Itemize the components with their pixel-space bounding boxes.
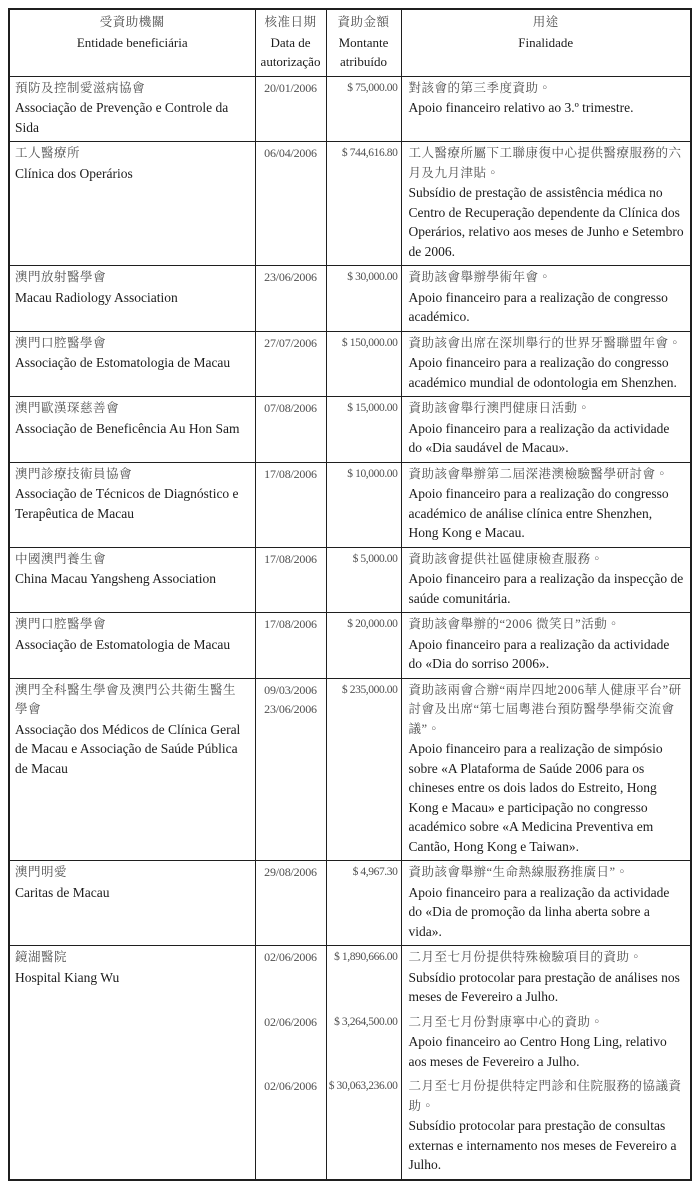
subsidy-amount: $ 744,616.80 bbox=[341, 147, 398, 159]
purpose-zh: 資助該會舉辦“生命熱線服務推廣日”。 bbox=[408, 865, 629, 879]
purpose-pt: Apoio financeiro para a realização do congresso académico de análise clínica entre Shenzhen, Hong Kong e Macau. bbox=[408, 486, 669, 540]
entity-cell bbox=[9, 861, 255, 946]
purpose-pt: Apoio financeiro para a realização da inspecção de saúde comunitária. bbox=[408, 571, 684, 606]
entity-name-zh: 預防及控制愛滋病協會 bbox=[15, 80, 146, 95]
approval-date: 17/08/2006 bbox=[264, 617, 317, 631]
purpose-zh: 工人醫療所屬下工聯康復中心提供醫療服務的六月及九月津貼。 bbox=[408, 146, 682, 180]
table-row bbox=[9, 547, 691, 613]
table-row bbox=[9, 331, 691, 397]
approval-date-cell bbox=[255, 946, 326, 1011]
purpose-cell bbox=[401, 613, 691, 679]
purpose-cell bbox=[401, 142, 691, 266]
approval-date-cell bbox=[255, 678, 326, 861]
purpose-zh: 二月至七月份提供特殊檢驗項目的資助。 bbox=[408, 950, 643, 964]
approval-date-cell bbox=[255, 76, 326, 142]
entity-name-pt: Associação de Estomatologia de Macau bbox=[15, 355, 231, 370]
entity-cell bbox=[9, 331, 255, 397]
purpose-zh: 資助該兩會合辦“兩岸四地2006華人健康平台”研討會及出席“第七屆粵港台預防醫學學術交流會議”。 bbox=[408, 682, 682, 736]
table-row bbox=[9, 946, 691, 1011]
entity-cell bbox=[9, 266, 255, 332]
purpose-pt: Apoio financeiro para a realização da actividade do «Dia saudável de Macau». bbox=[408, 420, 670, 455]
subsidy-amount: $ 1,890,666.00 bbox=[334, 951, 398, 963]
entity-name-pt: Associação de Técnicos de Diagnóstico e Terapêutica de Macau bbox=[15, 486, 239, 521]
header-approval-date bbox=[255, 9, 326, 76]
entity-name-pt: Associação de Estomatologia de Macau bbox=[15, 636, 231, 652]
entity-name-zh: 澳門歐漢琛慈善會 bbox=[15, 401, 120, 415]
approval-date: 29/08/2006 bbox=[264, 865, 317, 879]
amount-cell bbox=[326, 142, 401, 266]
purpose-cell bbox=[401, 1075, 691, 1180]
table-row bbox=[9, 76, 691, 142]
table-row bbox=[9, 861, 691, 946]
amount-cell bbox=[326, 76, 401, 142]
entity-name-zh: 澳門全科醫生學會及澳門公共衛生醫生學會 bbox=[15, 682, 237, 716]
header-approval-date-pt: Data de autorização bbox=[260, 34, 321, 69]
entity-cell bbox=[9, 142, 255, 266]
purpose-zh: 資助該會出席在深圳舉行的世界牙醫聯盟年會。 bbox=[408, 335, 682, 350]
header-purpose-zh: 用途 bbox=[532, 15, 559, 29]
purpose-pt: Apoio financeiro para a realização da actividade do «Dia do sorriso 2006». bbox=[408, 636, 670, 671]
subsidy-amount: $ 30,063,236.00 bbox=[328, 1080, 398, 1092]
purpose-pt: Subsídio protocolar para prestação de consultas externas e internamento nos meses de Fevereiro a Julho. bbox=[408, 1118, 677, 1172]
entity-name-zh: 澳門口腔醫學會 bbox=[15, 335, 107, 350]
purpose-cell bbox=[401, 266, 691, 332]
approval-date: 06/04/2006 bbox=[264, 146, 317, 160]
amount-cell bbox=[326, 547, 401, 613]
entity-name-zh: 澳門口腔醫學會 bbox=[15, 617, 107, 631]
entity-name-zh: 澳門明愛 bbox=[15, 865, 68, 879]
purpose-zh: 資助該會舉辦的“2006 微笑日”活動。 bbox=[408, 617, 621, 631]
amount-cell bbox=[326, 397, 401, 463]
entity-name-zh: 鏡湖醫院 bbox=[15, 950, 68, 964]
purpose-zh: 二月至七月份對康寧中心的資助。 bbox=[408, 1014, 604, 1029]
approval-date-cell bbox=[255, 397, 326, 463]
approval-date: 23/06/2006 bbox=[264, 270, 317, 284]
entity-cell bbox=[9, 397, 255, 463]
purpose-zh: 二月至七月份提供特定門診和住院服務的協議資助。 bbox=[408, 1079, 682, 1113]
purpose-pt: Apoio financeiro para a realização de simpósio sobre «A Plataforma de Saúde 2006 para os chineses entre os dois lados do Estreito, Hong Kong e Macau» e participação no congresso académico sobre «A Medicina Preventiva em Cantão, Hong Kong e Taiwan». bbox=[408, 741, 663, 854]
purpose-pt: Apoio financeiro para a realização do congresso académico mundial de odontologia em Shenzhen. bbox=[408, 355, 677, 390]
approval-date: 02/06/2006 bbox=[264, 950, 317, 964]
entity-name-pt: Associação dos Médicos de Clínica Geral de Macau e Associação de Saúde Pública de Macau bbox=[15, 721, 241, 776]
entity-cell bbox=[9, 547, 255, 613]
approval-date: 20/01/2006 bbox=[264, 80, 317, 95]
header-purpose bbox=[401, 9, 691, 76]
approval-date: 02/06/2006 bbox=[264, 1014, 317, 1029]
approval-date-cell bbox=[255, 861, 326, 946]
subsidy-amount: $ 30,000.00 bbox=[347, 271, 398, 283]
entity-name-pt: Associação de Beneficência Au Hon Sam bbox=[15, 420, 240, 436]
approval-date-cell bbox=[255, 1075, 326, 1180]
table-row bbox=[9, 142, 691, 266]
approval-date: 02/06/2006 bbox=[264, 1079, 317, 1093]
entity-name-pt: China Macau Yangsheng Association bbox=[15, 571, 216, 586]
entity-name-pt: Macau Radiology Association bbox=[15, 289, 178, 305]
purpose-pt: Apoio financeiro para a realização da actividade do «Dia de promoção da linha aberta sobre a vida». bbox=[408, 884, 670, 939]
purpose-pt: Apoio financeiro relativo ao 3.º trimestre. bbox=[408, 100, 634, 115]
table-row bbox=[9, 266, 691, 332]
header-amount-zh: 資助金額 bbox=[337, 15, 390, 29]
purpose-pt: Apoio financeiro ao Centro Hong Ling, relativo aos meses de Fevereiro a Julho. bbox=[408, 1034, 667, 1069]
amount-cell bbox=[326, 946, 401, 1011]
amount-cell bbox=[326, 1011, 401, 1076]
header-approval-date-zh: 核准日期 bbox=[264, 15, 317, 29]
purpose-cell bbox=[401, 397, 691, 463]
purpose-cell bbox=[401, 861, 691, 946]
subsidy-amount: $ 5,000.00 bbox=[352, 552, 398, 565]
approval-date-cell bbox=[255, 331, 326, 397]
purpose-zh: 資助該會提供社區健康檢查服務。 bbox=[408, 551, 604, 566]
approval-date: 27/07/2006 bbox=[264, 335, 317, 350]
entity-cell bbox=[9, 76, 255, 142]
header-entity-zh: 受資助機關 bbox=[99, 15, 165, 29]
entity-name-zh: 澳門放射醫學會 bbox=[15, 270, 107, 284]
approval-date: 09/03/2006 bbox=[264, 682, 317, 697]
table-header-row bbox=[9, 9, 691, 76]
entity-cell bbox=[9, 462, 255, 547]
subsidy-amount: $ 4,967.30 bbox=[352, 866, 398, 878]
amount-cell bbox=[326, 861, 401, 946]
entity-name-pt: Caritas de Macau bbox=[15, 884, 110, 900]
purpose-zh: 資助該會舉辦第二屆深港澳檢驗醫學研討會。 bbox=[408, 466, 669, 481]
approval-date-cell bbox=[255, 547, 326, 613]
purpose-pt: Subsídio protocolar para prestação de análises nos meses de Fevereiro a Julho. bbox=[408, 969, 680, 1004]
subsidy-amount: $ 75,000.00 bbox=[347, 81, 398, 94]
subsidy-amount: $ 235,000.00 bbox=[341, 683, 398, 696]
purpose-cell bbox=[401, 946, 691, 1011]
entity-name-zh: 工人醫療所 bbox=[15, 146, 81, 160]
purpose-cell bbox=[401, 331, 691, 397]
purpose-zh: 資助該會舉辦學術年會。 bbox=[408, 270, 552, 284]
entity-cell bbox=[9, 946, 255, 1180]
purpose-cell bbox=[401, 678, 691, 861]
entity-name-zh: 澳門診療技術員協會 bbox=[15, 466, 133, 481]
approval-date-cell bbox=[255, 1011, 326, 1076]
purpose-cell bbox=[401, 76, 691, 142]
amount-cell bbox=[326, 1075, 401, 1180]
subsidy-amount: $ 15,000.00 bbox=[347, 402, 398, 414]
table-row bbox=[9, 462, 691, 547]
approval-date: 23/06/2006 bbox=[264, 702, 317, 716]
approval-date: 07/08/2006 bbox=[264, 401, 317, 415]
subsidy-amount: $ 3,264,500.00 bbox=[334, 1015, 398, 1028]
entity-cell bbox=[9, 613, 255, 679]
purpose-cell bbox=[401, 1011, 691, 1076]
approval-date-cell bbox=[255, 613, 326, 679]
table-row bbox=[9, 397, 691, 463]
subsidy-amount: $ 20,000.00 bbox=[347, 618, 398, 630]
amount-cell bbox=[326, 331, 401, 397]
subsidy-amount: $ 10,000.00 bbox=[347, 467, 398, 480]
approval-date: 17/08/2006 bbox=[264, 466, 317, 481]
subsidy-amount: $ 150,000.00 bbox=[341, 336, 398, 349]
header-amount-pt: Montante atribuído bbox=[338, 34, 389, 69]
subsidy-table bbox=[8, 8, 692, 1181]
purpose-cell bbox=[401, 462, 691, 547]
entity-cell bbox=[9, 678, 255, 861]
table-row bbox=[9, 613, 691, 679]
entity-name-pt: Hospital Kiang Wu bbox=[15, 969, 120, 985]
approval-date-cell bbox=[255, 142, 326, 266]
purpose-cell bbox=[401, 547, 691, 613]
entity-name-pt: Clínica dos Operários bbox=[15, 165, 133, 181]
amount-cell bbox=[326, 266, 401, 332]
entity-name-pt: Associação de Prevenção e Controle da Sida bbox=[15, 100, 229, 135]
table-body bbox=[9, 76, 691, 1180]
amount-cell bbox=[326, 462, 401, 547]
table-header bbox=[9, 9, 691, 76]
header-purpose-pt: Finalidade bbox=[518, 34, 574, 50]
amount-cell bbox=[326, 613, 401, 679]
table-row bbox=[9, 678, 691, 861]
header-entity bbox=[9, 9, 255, 76]
approval-date-cell bbox=[255, 266, 326, 332]
purpose-zh: 資助該會舉行澳門健康日活動。 bbox=[408, 401, 591, 415]
purpose-pt: Subsídio de prestação de assistência médica no Centro de Recuperação dependente da Clínica dos Operários, relativo aos meses de Junho e Setembro de 2006. bbox=[408, 185, 684, 259]
header-amount bbox=[326, 9, 401, 76]
purpose-zh: 對該會的第三季度資助。 bbox=[408, 80, 552, 95]
purpose-pt: Apoio financeiro para a realização de congresso académico. bbox=[408, 289, 668, 324]
approval-date-cell bbox=[255, 462, 326, 547]
header-entity-pt: Entidade beneficiária bbox=[76, 34, 188, 50]
approval-date: 17/08/2006 bbox=[264, 551, 317, 566]
entity-name-zh: 中國澳門養生會 bbox=[15, 551, 107, 566]
amount-cell bbox=[326, 678, 401, 861]
